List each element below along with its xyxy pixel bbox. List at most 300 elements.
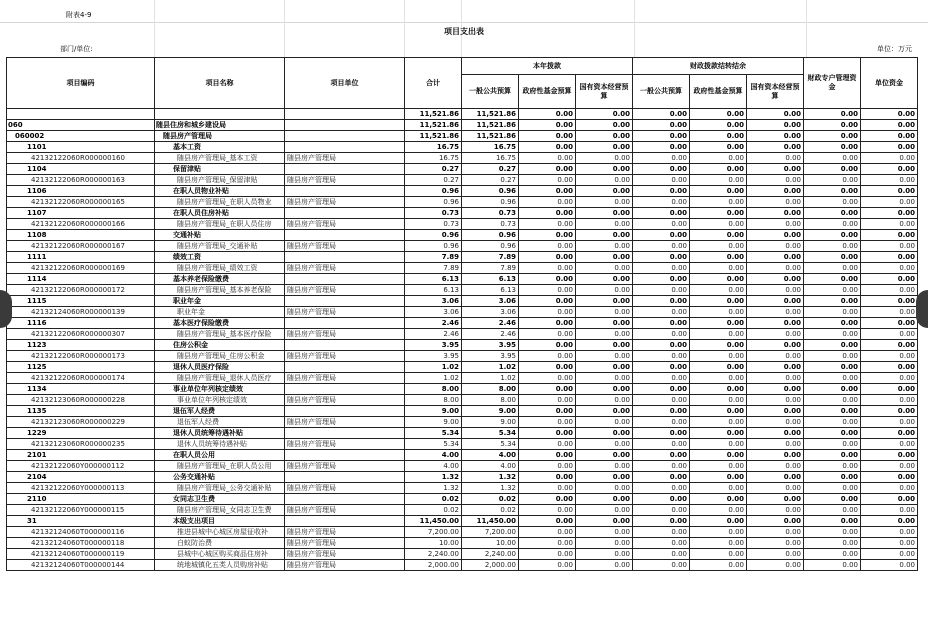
table-cell[interactable]: 42132122060R000000163 — [7, 175, 155, 186]
table-cell[interactable]: 0.00 — [804, 252, 861, 263]
table-cell[interactable]: 0.00 — [804, 175, 861, 186]
table-cell[interactable]: 随县房产管理局_在职人员公用 — [155, 461, 285, 472]
table-cell[interactable]: 2,240.00 — [405, 549, 462, 560]
table-cell[interactable]: 0.00 — [519, 472, 576, 483]
table-cell[interactable]: 0.00 — [519, 219, 576, 230]
table-cell[interactable]: 0.00 — [576, 230, 633, 241]
table-cell[interactable]: 0.00 — [690, 307, 747, 318]
table-cell[interactable]: 基本工资 — [155, 142, 285, 153]
table-cell[interactable]: 1123 — [7, 340, 155, 351]
table-cell[interactable]: 0.00 — [519, 494, 576, 505]
table-cell[interactable]: 0.00 — [690, 472, 747, 483]
table-cell[interactable]: 0.00 — [633, 230, 690, 241]
table-cell[interactable]: 1.32 — [405, 483, 462, 494]
table-cell[interactable] — [285, 296, 405, 307]
table-cell[interactable]: 0.00 — [633, 318, 690, 329]
table-cell[interactable]: 1125 — [7, 362, 155, 373]
table-cell[interactable]: 0.00 — [690, 549, 747, 560]
table-cell[interactable]: 随县房产管理局_绩效工资 — [155, 263, 285, 274]
table-cell[interactable]: 0.96 — [405, 241, 462, 252]
table-cell[interactable]: 0.00 — [690, 131, 747, 142]
table-cell[interactable]: 1.32 — [405, 472, 462, 483]
table-cell[interactable]: 1.02 — [462, 373, 519, 384]
table-cell[interactable]: 0.00 — [861, 285, 918, 296]
table-cell[interactable]: 在职人员公用 — [155, 450, 285, 461]
table-cell[interactable]: 0.00 — [861, 208, 918, 219]
table-cell[interactable]: 0.00 — [576, 153, 633, 164]
table-cell[interactable]: 本级支出项目 — [155, 516, 285, 527]
table-cell[interactable]: 0.00 — [519, 274, 576, 285]
table-cell[interactable]: 随县房产管理局 — [285, 461, 405, 472]
table-cell[interactable]: 随县房产管理局_女同志卫生费 — [155, 505, 285, 516]
table-cell[interactable]: 0.00 — [576, 395, 633, 406]
table-cell[interactable]: 0.00 — [861, 461, 918, 472]
table-cell[interactable]: 随县房产管理局 — [155, 131, 285, 142]
table-cell[interactable]: 0.00 — [576, 120, 633, 131]
table-cell[interactable]: 0.00 — [747, 560, 804, 571]
table-cell[interactable]: 42132124060T000000144 — [7, 560, 155, 571]
table-cell[interactable]: 0.00 — [576, 219, 633, 230]
table-cell[interactable]: 4.00 — [405, 450, 462, 461]
table-cell[interactable]: 0.00 — [804, 417, 861, 428]
table-cell[interactable]: 0.00 — [576, 483, 633, 494]
table-cell[interactable]: 女同志卫生费 — [155, 494, 285, 505]
table-cell[interactable]: 0.00 — [519, 175, 576, 186]
table-cell[interactable]: 事业单位年列核定绩效 — [155, 384, 285, 395]
table-cell[interactable]: 0.00 — [747, 439, 804, 450]
table-cell[interactable]: 0.00 — [633, 560, 690, 571]
table-cell[interactable]: 0.00 — [576, 197, 633, 208]
table-cell[interactable]: 1107 — [7, 208, 155, 219]
table-cell[interactable]: 0.00 — [747, 131, 804, 142]
table-cell[interactable]: 42132124060T000000116 — [7, 527, 155, 538]
table-cell[interactable]: 0.00 — [519, 142, 576, 153]
table-cell[interactable]: 0.00 — [690, 483, 747, 494]
table-cell[interactable]: 交通补贴 — [155, 230, 285, 241]
table-cell[interactable]: 3.06 — [462, 307, 519, 318]
table-cell[interactable]: 0.00 — [747, 428, 804, 439]
table-cell[interactable]: 0.00 — [804, 428, 861, 439]
table-cell[interactable]: 绩效工资 — [155, 252, 285, 263]
table-cell[interactable] — [285, 131, 405, 142]
table-cell[interactable]: 随县房产管理局 — [285, 395, 405, 406]
table-cell[interactable]: 0.00 — [633, 351, 690, 362]
table-cell[interactable]: 0.00 — [576, 538, 633, 549]
table-cell[interactable]: 1106 — [7, 186, 155, 197]
table-cell[interactable]: 0.00 — [576, 472, 633, 483]
table-cell[interactable] — [285, 230, 405, 241]
table-cell[interactable]: 0.00 — [747, 120, 804, 131]
table-cell[interactable]: 0.00 — [690, 208, 747, 219]
scroll-right-handle[interactable] — [916, 290, 928, 328]
table-cell[interactable]: 0.00 — [633, 186, 690, 197]
table-cell[interactable]: 2.46 — [462, 329, 519, 340]
table-cell[interactable]: 随县房产管理局 — [285, 527, 405, 538]
table-cell[interactable]: 随县房产管理局_交通补贴 — [155, 241, 285, 252]
table-cell[interactable] — [285, 208, 405, 219]
table-cell[interactable]: 42132124060T000000118 — [7, 538, 155, 549]
table-cell[interactable]: 0.00 — [804, 307, 861, 318]
table-cell[interactable]: 0.00 — [804, 274, 861, 285]
table-cell[interactable]: 6.13 — [405, 274, 462, 285]
table-cell[interactable]: 0.00 — [804, 131, 861, 142]
table-cell[interactable]: 5.34 — [462, 439, 519, 450]
table-cell[interactable]: 0.73 — [462, 208, 519, 219]
table-cell[interactable]: 0.96 — [405, 186, 462, 197]
table-cell[interactable]: 0.00 — [690, 186, 747, 197]
table-cell[interactable]: 0.00 — [690, 109, 747, 120]
table-cell[interactable]: 县城中心城区购买商品住房补 — [155, 549, 285, 560]
table-cell[interactable]: 0.00 — [633, 439, 690, 450]
table-cell[interactable]: 0.00 — [804, 395, 861, 406]
table-cell[interactable]: 0.00 — [690, 153, 747, 164]
table-cell[interactable]: 0.00 — [690, 505, 747, 516]
table-cell[interactable]: 0.00 — [519, 373, 576, 384]
table-cell[interactable]: 0.00 — [861, 241, 918, 252]
table-cell[interactable]: 随县房产管理局 — [285, 153, 405, 164]
table-cell[interactable]: 1.32 — [462, 472, 519, 483]
table-cell[interactable]: 0.00 — [690, 384, 747, 395]
table-cell[interactable]: 0.00 — [747, 274, 804, 285]
table-cell[interactable]: 0.00 — [576, 406, 633, 417]
table-cell[interactable]: 0.02 — [405, 505, 462, 516]
table-cell[interactable]: 11,450.00 — [462, 516, 519, 527]
table-cell[interactable]: 0.00 — [633, 263, 690, 274]
table-cell[interactable]: 0.27 — [405, 175, 462, 186]
table-cell[interactable]: 7.89 — [405, 252, 462, 263]
table-cell[interactable]: 0.00 — [804, 362, 861, 373]
table-cell[interactable]: 0.00 — [690, 340, 747, 351]
table-cell[interactable]: 0.00 — [861, 120, 918, 131]
table-cell[interactable]: 随县房产管理局 — [285, 197, 405, 208]
table-cell[interactable]: 0.00 — [747, 208, 804, 219]
table-cell[interactable]: 0.00 — [633, 241, 690, 252]
table-cell[interactable]: 10.00 — [462, 538, 519, 549]
table-cell[interactable]: 6.13 — [405, 285, 462, 296]
table-cell[interactable]: 随县房产管理局 — [285, 439, 405, 450]
table-cell[interactable]: 0.00 — [576, 549, 633, 560]
table-cell[interactable]: 0.00 — [861, 527, 918, 538]
table-cell[interactable]: 7.89 — [462, 263, 519, 274]
table-cell[interactable]: 0.00 — [861, 263, 918, 274]
table-cell[interactable]: 9.00 — [405, 417, 462, 428]
table-cell[interactable]: 0.73 — [405, 219, 462, 230]
table-cell[interactable]: 退休人员统筹待遇补贴 — [155, 428, 285, 439]
table-cell[interactable]: 0.00 — [861, 329, 918, 340]
table-cell[interactable]: 推进县城中心城区房屋征收补 — [155, 527, 285, 538]
table-cell[interactable]: 0.02 — [462, 505, 519, 516]
table-cell[interactable] — [155, 109, 285, 120]
table-cell[interactable] — [285, 109, 405, 120]
table-cell[interactable]: 0.00 — [861, 219, 918, 230]
table-cell[interactable]: 0.00 — [747, 417, 804, 428]
table-cell[interactable]: 0.00 — [690, 230, 747, 241]
table-cell[interactable]: 0.00 — [633, 109, 690, 120]
table-cell[interactable]: 8.00 — [462, 384, 519, 395]
table-cell[interactable] — [285, 164, 405, 175]
table-cell[interactable]: 退休人员医疗保险 — [155, 362, 285, 373]
table-cell[interactable]: 0.00 — [747, 494, 804, 505]
table-cell[interactable]: 0.00 — [633, 417, 690, 428]
table-cell[interactable]: 0.00 — [633, 406, 690, 417]
table-cell[interactable]: 4.00 — [462, 461, 519, 472]
table-cell[interactable]: 42132122060R000000174 — [7, 373, 155, 384]
table-cell[interactable]: 0.00 — [861, 109, 918, 120]
table-cell[interactable]: 0.00 — [747, 472, 804, 483]
table-cell[interactable] — [285, 384, 405, 395]
table-cell[interactable]: 11,521.86 — [405, 131, 462, 142]
table-cell[interactable]: 随县房产管理局 — [285, 373, 405, 384]
table-cell[interactable]: 随县房产管理局_保留津贴 — [155, 175, 285, 186]
table-cell[interactable]: 0.00 — [747, 483, 804, 494]
table-cell[interactable]: 0.00 — [690, 351, 747, 362]
table-cell[interactable]: 0.00 — [519, 549, 576, 560]
table-cell[interactable]: 随县房产管理局_住房公积金 — [155, 351, 285, 362]
table-cell[interactable]: 0.00 — [747, 197, 804, 208]
table-cell[interactable]: 0.00 — [633, 516, 690, 527]
table-cell[interactable]: 11,450.00 — [405, 516, 462, 527]
table-cell[interactable]: 0.00 — [690, 461, 747, 472]
table-cell[interactable]: 0.00 — [861, 351, 918, 362]
table-cell[interactable]: 0.00 — [747, 263, 804, 274]
table-cell[interactable]: 11,521.86 — [405, 109, 462, 120]
table-cell[interactable]: 随县房产管理局 — [285, 219, 405, 230]
table-cell[interactable]: 0.00 — [747, 373, 804, 384]
table-cell[interactable]: 0.00 — [804, 538, 861, 549]
table-cell[interactable]: 0.00 — [804, 549, 861, 560]
table-cell[interactable]: 0.00 — [576, 285, 633, 296]
table-cell[interactable]: 0.00 — [747, 527, 804, 538]
table-cell[interactable]: 2,240.00 — [462, 549, 519, 560]
table-cell[interactable]: 0.00 — [576, 318, 633, 329]
table-cell[interactable]: 0.00 — [690, 285, 747, 296]
table-cell[interactable]: 11,521.86 — [462, 109, 519, 120]
table-cell[interactable]: 0.00 — [519, 362, 576, 373]
table-cell[interactable]: 0.00 — [690, 362, 747, 373]
table-cell[interactable]: 2.46 — [405, 329, 462, 340]
table-cell[interactable]: 0.00 — [804, 450, 861, 461]
table-cell[interactable]: 退休人员统筹待遇补贴 — [155, 439, 285, 450]
table-cell[interactable]: 住房公积金 — [155, 340, 285, 351]
table-cell[interactable]: 统地城镇化五类人员购房补贴 — [155, 560, 285, 571]
table-cell[interactable]: 随县房产管理局 — [285, 560, 405, 571]
table-cell[interactable]: 1108 — [7, 230, 155, 241]
table-cell[interactable]: 0.00 — [633, 142, 690, 153]
table-cell[interactable]: 基本医疗保险缴费 — [155, 318, 285, 329]
table-cell[interactable]: 4.00 — [462, 450, 519, 461]
table-cell[interactable]: 1104 — [7, 164, 155, 175]
table-cell[interactable]: 0.00 — [633, 120, 690, 131]
table-cell[interactable]: 0.00 — [633, 131, 690, 142]
table-cell[interactable]: 职业年金 — [155, 307, 285, 318]
table-cell[interactable]: 0.00 — [804, 142, 861, 153]
table-cell[interactable]: 0.00 — [690, 241, 747, 252]
table-cell[interactable]: 0.96 — [462, 197, 519, 208]
table-cell[interactable]: 0.00 — [690, 263, 747, 274]
table-cell[interactable]: 1.32 — [462, 483, 519, 494]
table-cell[interactable]: 随县房产管理局_在职人员住房 — [155, 219, 285, 230]
table-cell[interactable]: 42132124060R000000139 — [7, 307, 155, 318]
table-cell[interactable]: 0.00 — [633, 428, 690, 439]
table-cell[interactable]: 0.00 — [690, 120, 747, 131]
table-cell[interactable]: 在职人员物业补贴 — [155, 186, 285, 197]
table-cell[interactable]: 0.00 — [747, 395, 804, 406]
table-cell[interactable]: 0.00 — [861, 472, 918, 483]
table-cell[interactable]: 0.96 — [462, 186, 519, 197]
table-cell[interactable]: 0.00 — [861, 516, 918, 527]
table-cell[interactable]: 7.89 — [462, 252, 519, 263]
scroll-left-handle[interactable] — [0, 290, 12, 328]
table-cell[interactable]: 0.02 — [405, 494, 462, 505]
table-cell[interactable]: 0.00 — [519, 153, 576, 164]
table-cell[interactable]: 0.00 — [519, 439, 576, 450]
table-cell[interactable]: 1111 — [7, 252, 155, 263]
table-cell[interactable]: 0.00 — [519, 131, 576, 142]
table-cell[interactable]: 0.00 — [633, 175, 690, 186]
table-cell[interactable]: 0.00 — [519, 285, 576, 296]
table-cell[interactable]: 0.00 — [519, 230, 576, 241]
table-cell[interactable]: 0.00 — [747, 142, 804, 153]
table-cell[interactable]: 0.00 — [576, 175, 633, 186]
table-cell[interactable]: 5.34 — [405, 428, 462, 439]
table-cell[interactable]: 0.00 — [519, 538, 576, 549]
table-cell[interactable]: 0.00 — [804, 263, 861, 274]
table-cell[interactable]: 1116 — [7, 318, 155, 329]
table-cell[interactable]: 0.00 — [861, 450, 918, 461]
table-cell[interactable]: 0.00 — [690, 329, 747, 340]
table-cell[interactable]: 0.00 — [861, 483, 918, 494]
table-cell[interactable]: 0.00 — [861, 494, 918, 505]
table-cell[interactable]: 0.00 — [861, 142, 918, 153]
table-cell[interactable]: 0.00 — [747, 241, 804, 252]
table-cell[interactable]: 0.00 — [804, 120, 861, 131]
table-cell[interactable]: 0.00 — [576, 505, 633, 516]
table-cell[interactable]: 白蚁防治费 — [155, 538, 285, 549]
table-cell[interactable]: 4.00 — [405, 461, 462, 472]
table-cell[interactable]: 0.00 — [576, 164, 633, 175]
table-cell[interactable]: 0.00 — [519, 428, 576, 439]
table-cell[interactable]: 42132122060Y000000113 — [7, 483, 155, 494]
table-cell[interactable]: 0.00 — [747, 109, 804, 120]
table-cell[interactable]: 0.00 — [747, 538, 804, 549]
table-cell[interactable]: 随县房产管理局 — [285, 351, 405, 362]
table-cell[interactable]: 0.00 — [576, 494, 633, 505]
table-cell[interactable]: 060002 — [7, 131, 155, 142]
table-cell[interactable]: 0.00 — [861, 274, 918, 285]
table-cell[interactable]: 1115 — [7, 296, 155, 307]
table-cell[interactable]: 0.00 — [861, 175, 918, 186]
table-cell[interactable]: 0.00 — [633, 197, 690, 208]
table-cell[interactable]: 随县房产管理局 — [285, 417, 405, 428]
table-cell[interactable]: 0.00 — [804, 461, 861, 472]
table-cell[interactable]: 0.73 — [462, 219, 519, 230]
table-cell[interactable]: 0.00 — [576, 351, 633, 362]
table-cell[interactable]: 0.00 — [804, 296, 861, 307]
table-cell[interactable]: 0.00 — [519, 384, 576, 395]
table-cell[interactable]: 0.00 — [690, 175, 747, 186]
table-cell[interactable]: 在职人员住房补贴 — [155, 208, 285, 219]
table-cell[interactable]: 0.00 — [861, 384, 918, 395]
table-cell[interactable]: 0.00 — [747, 516, 804, 527]
table-cell[interactable]: 0.00 — [861, 318, 918, 329]
table-cell[interactable]: 0.00 — [690, 296, 747, 307]
table-cell[interactable]: 0.00 — [519, 340, 576, 351]
table-cell[interactable]: 随县房产管理局 — [285, 483, 405, 494]
table-cell[interactable]: 0.00 — [804, 373, 861, 384]
table-cell[interactable]: 0.00 — [747, 230, 804, 241]
table-cell[interactable] — [285, 252, 405, 263]
table-cell[interactable]: 0.00 — [690, 560, 747, 571]
table-cell[interactable]: 9.00 — [462, 406, 519, 417]
table-cell[interactable] — [7, 109, 155, 120]
table-cell[interactable]: 0.00 — [519, 406, 576, 417]
table-cell[interactable]: 2101 — [7, 450, 155, 461]
table-cell[interactable]: 0.00 — [804, 527, 861, 538]
table-cell[interactable] — [285, 406, 405, 417]
table-cell[interactable]: 0.00 — [690, 395, 747, 406]
table-cell[interactable]: 0.00 — [804, 483, 861, 494]
table-cell[interactable]: 0.00 — [519, 395, 576, 406]
table-cell[interactable]: 0.00 — [633, 483, 690, 494]
table-cell[interactable] — [285, 516, 405, 527]
table-cell[interactable]: 0.00 — [519, 208, 576, 219]
table-cell[interactable]: 0.00 — [576, 362, 633, 373]
table-cell[interactable]: 1.02 — [462, 362, 519, 373]
table-cell[interactable]: 0.00 — [633, 329, 690, 340]
table-cell[interactable]: 42132122060R000000165 — [7, 197, 155, 208]
table-cell[interactable]: 0.00 — [747, 153, 804, 164]
table-cell[interactable]: 0.00 — [519, 516, 576, 527]
table-cell[interactable] — [285, 362, 405, 373]
table-cell[interactable]: 0.27 — [462, 164, 519, 175]
table-cell[interactable]: 0.00 — [747, 450, 804, 461]
table-cell[interactable]: 0.27 — [462, 175, 519, 186]
table-cell[interactable]: 0.00 — [576, 109, 633, 120]
table-cell[interactable]: 0.00 — [690, 406, 747, 417]
table-cell[interactable]: 随县房产管理局 — [285, 175, 405, 186]
table-cell[interactable]: 0.00 — [747, 351, 804, 362]
table-cell[interactable]: 0.00 — [519, 296, 576, 307]
table-cell[interactable]: 0.00 — [747, 340, 804, 351]
table-cell[interactable]: 0.00 — [633, 164, 690, 175]
table-cell[interactable]: 事业单位年列核定绩效 — [155, 395, 285, 406]
table-cell[interactable]: 1114 — [7, 274, 155, 285]
table-cell[interactable]: 0.00 — [747, 186, 804, 197]
table-cell[interactable]: 0.00 — [519, 527, 576, 538]
table-cell[interactable]: 0.00 — [633, 549, 690, 560]
table-cell[interactable]: 0.00 — [519, 263, 576, 274]
table-cell[interactable] — [285, 450, 405, 461]
table-cell[interactable]: 10.00 — [405, 538, 462, 549]
table-cell[interactable]: 42132122060R000000307 — [7, 329, 155, 340]
table-cell[interactable]: 3.95 — [462, 351, 519, 362]
table-cell[interactable]: 0.00 — [690, 538, 747, 549]
table-cell[interactable]: 0.00 — [690, 439, 747, 450]
table-cell[interactable]: 0.00 — [576, 560, 633, 571]
table-cell[interactable]: 0.00 — [633, 252, 690, 263]
table-cell[interactable]: 0.00 — [747, 549, 804, 560]
table-cell[interactable]: 0.00 — [747, 384, 804, 395]
table-cell[interactable]: 0.00 — [576, 450, 633, 461]
table-cell[interactable]: 0.00 — [576, 373, 633, 384]
table-cell[interactable]: 0.00 — [804, 241, 861, 252]
table-cell[interactable]: 0.00 — [747, 307, 804, 318]
table-cell[interactable]: 0.00 — [633, 285, 690, 296]
table-cell[interactable]: 7,200.00 — [405, 527, 462, 538]
table-cell[interactable]: 0.96 — [405, 230, 462, 241]
table-cell[interactable]: 0.00 — [861, 417, 918, 428]
table-cell[interactable]: 0.00 — [690, 516, 747, 527]
